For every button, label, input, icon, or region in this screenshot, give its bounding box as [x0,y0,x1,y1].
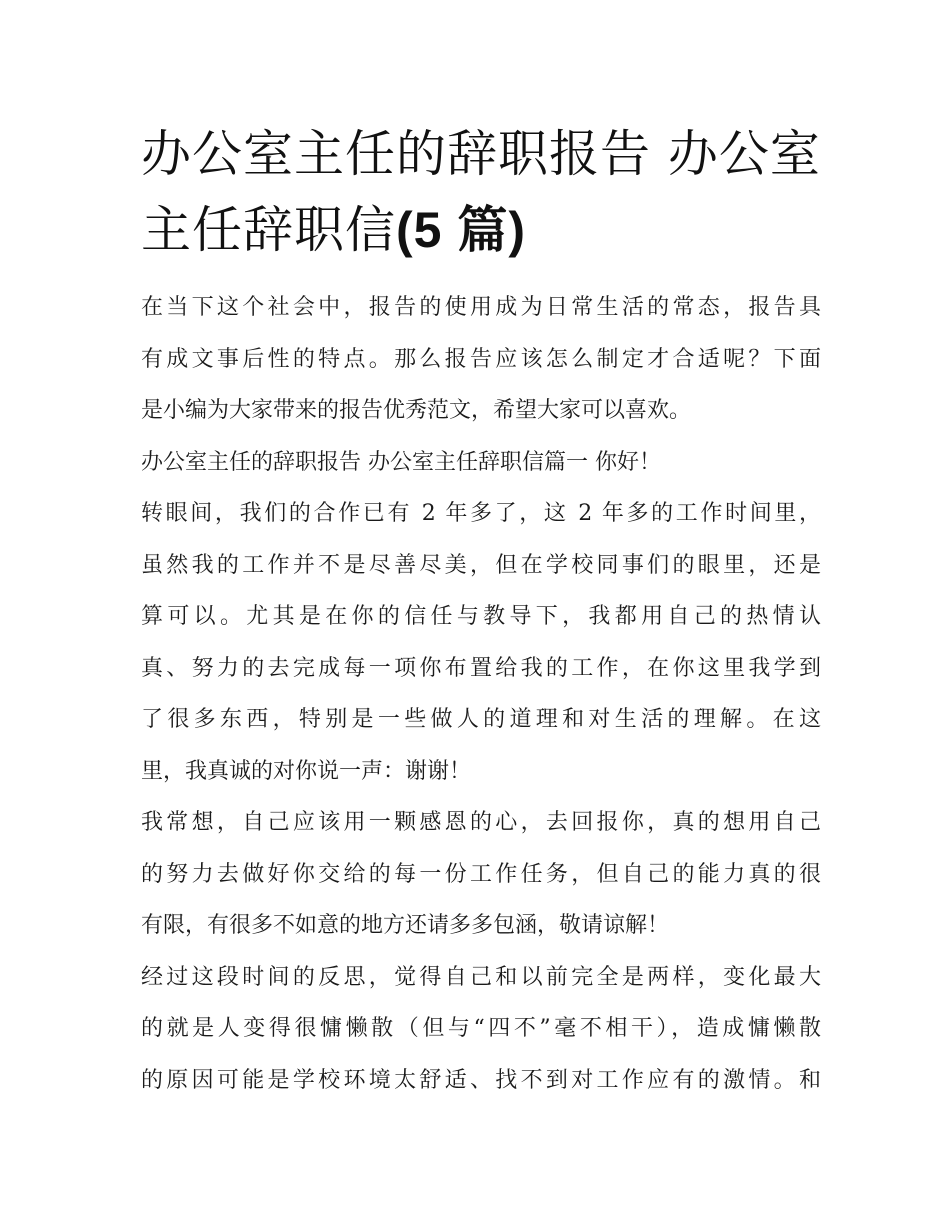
text-line: 了很多东西，特别是一些做人的道理和对生活的理解。在这 [141,707,821,732]
text-line: 的努力去做好你交给的每一份工作任务，但自己的能力真的很 [141,861,821,887]
text-line: 是小编为大家带来的报告优秀范文，希望大家可以喜欢。 [141,398,692,423]
text-line: 办公室主任的辞职报告 办公室主任辞职信篇一 你好！ [141,449,661,475]
title-line-2-count: (5 篇) [396,202,526,258]
text-line: 的原因可能是学校环境太舒适、找不到对工作应有的激情。和 [141,1067,821,1093]
body-text [141,282,821,1106]
text-line: 真、努力的去完成每一项你布置给我的工作，在你这里我学到 [141,655,821,681]
text-line: 经过这段时间的反思，觉得自己和以前完全是两样，变化最大 [141,964,821,990]
text-line: 转眼间，我们的合作已有 2 年多了，这 2 年多的工作时间里， [141,501,821,526]
text-line: 有限，有很多不如意的地方还请多多包涵，敬请谅解！ [141,913,670,938]
text-line: 在当下这个社会中，报告的使用成为日常生活的常态，报告具 [141,295,821,320]
title-line-1: 办公室主任的辞职报告 办公室 [141,125,821,183]
text-line: 我常想，自己应该用一颗感恩的心，去回报你，真的想用自己 [141,810,821,835]
text-line: 虽然我的工作并不是尽善尽美，但在学校同事们的眼里，还是 [141,552,821,578]
title-line-2: 主任辞职信 [141,201,396,259]
text-line: 算可以。尤其是在你的信任与教导下，我都用自己的热情认 [141,604,821,629]
text-line: 的就是人变得很慵懒散（但与“四不”毫不相干），造成慵懒散 [141,1016,821,1041]
text-line: 里，我真诚的对你说一声：谢谢！ [141,758,472,784]
page-title [141,116,821,268]
text-line: 有成文事后性的特点。那么报告应该怎么制定才合适呢？下面 [141,346,821,372]
